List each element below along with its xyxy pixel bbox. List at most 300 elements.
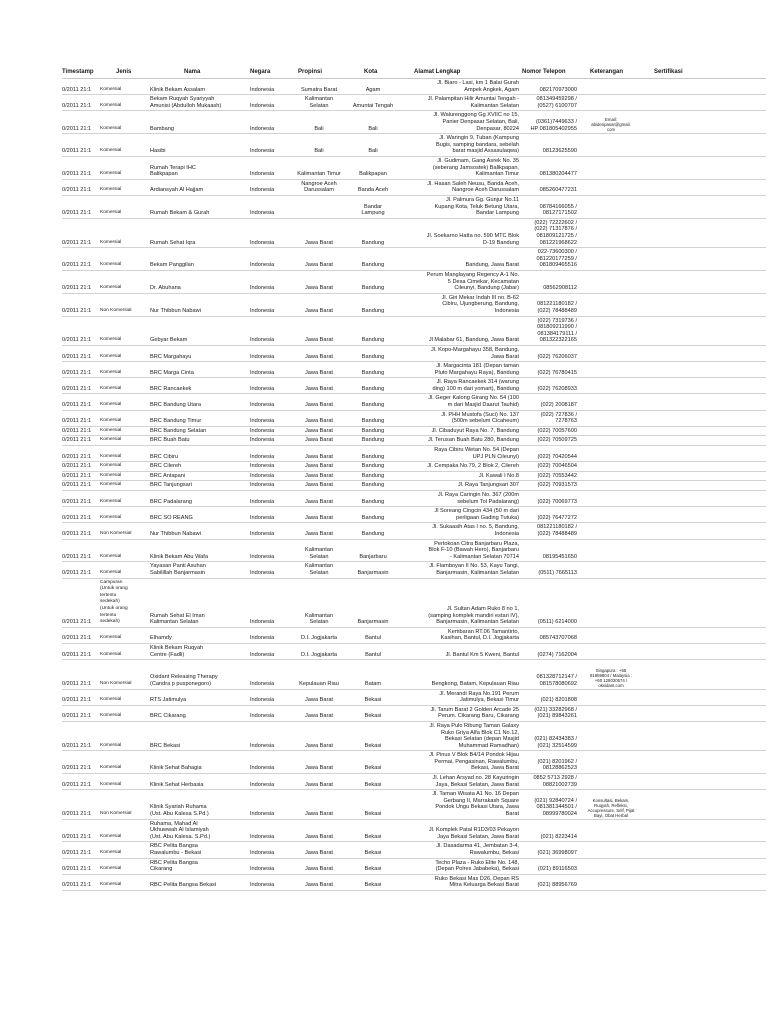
- kota-cell: Bandung: [361, 307, 385, 314]
- nama-cell: Bekam Ruqyah Syariyyah Amunisi (Abdulloh Mukaash): [150, 96, 222, 109]
- alamat-cell: Jl. Raya Caringin No. 367 (200m sebelum Tol Padalarang): [437, 492, 519, 505]
- table-row: [62, 248, 766, 271]
- alamat-cell: Jl. Komplek Patal R1D3/03 Pekayon Jaya Bekasi Selatan, Jawa Barat: [428, 827, 519, 840]
- negara-cell: Indonesia: [250, 811, 275, 818]
- propinsi-cell: Jawa Barat: [305, 262, 333, 269]
- alamat-cell: Jl. Lehan Arsyad no. 28 Kayuringin Jaya, Bekasi Selatan, Jawa Barat: [432, 775, 519, 788]
- timestamp-cell: 0/2011 21:1: [62, 369, 92, 376]
- nama-cell: Klinik Sehat Bahagia: [150, 765, 202, 772]
- propinsi-cell: Bali: [314, 148, 324, 155]
- alamat-cell: Jl. Cibaduyut Raya No. 7, Bandung: [431, 427, 519, 434]
- nama-cell: BRC Bandung Selatan: [150, 427, 207, 434]
- nama-cell: Elhamdy: [150, 635, 172, 642]
- telepon-cell: 08784166055 / 08127171502: [539, 203, 577, 217]
- table-row: [62, 523, 766, 539]
- table-row: [62, 842, 766, 858]
- alamat-cell: Jl. Gudimam, Gang Asrek No. 35 (seberang Jamsostek) Balikpapan, Kalimantan Timur: [432, 157, 519, 178]
- propinsi-cell: Bali: [314, 125, 324, 132]
- table-row: [62, 446, 766, 462]
- telepon-cell: (021) 88956769: [537, 882, 577, 889]
- propinsi-cell: Jawa Barat: [305, 482, 333, 489]
- timestamp-cell: 0/2011 21:1: [62, 619, 92, 626]
- negara-cell: Indonesia: [250, 482, 275, 489]
- jenis-cell: Komersial: [100, 765, 122, 771]
- telepon-cell: (022) 2008187: [540, 402, 577, 409]
- table-row: [62, 751, 766, 774]
- kota-cell: Bali: [368, 148, 378, 155]
- kota-cell: Bekasi: [364, 811, 382, 818]
- jenis-cell: Non Komersial: [100, 530, 132, 536]
- nama-cell: Klinik Syariah Ruhama (Ust. Abu Kalesa S.Pd.): [150, 804, 209, 818]
- nama-cell: Yayasan Panti Asuhan Sabilillah Banjarmasin: [150, 563, 206, 576]
- nama-cell: BRC Cibiru: [150, 453, 178, 460]
- jenis-cell: Komersial: [100, 125, 122, 131]
- negara-cell: Indonesia: [250, 86, 275, 93]
- jenis-cell: Komersial: [100, 882, 122, 888]
- propinsi-cell: Jawa Barat: [305, 866, 333, 873]
- alamat-cell: Jl. Kawali I No.8: [478, 472, 519, 479]
- negara-cell: Indonesia: [250, 781, 275, 788]
- propinsi-cell: Jawa Barat: [305, 437, 333, 444]
- alamat-cell: Jl. Raya Rancaekek 314 (warung ding) 100 m dari yomart), Bandung: [432, 379, 519, 392]
- telepon-cell: 08123625590: [542, 148, 577, 155]
- nama-cell: BRC Bekasi: [150, 742, 181, 749]
- timestamp-cell: 0/2011 21:1: [62, 765, 92, 772]
- telepon-cell: (022) 70057600: [537, 427, 577, 434]
- kota-cell: Bandung: [361, 369, 385, 376]
- timestamp-cell: 0/2011 21:1: [62, 569, 92, 576]
- alamat-cell: Techo Plaza - Ruko Elite No. 148, (Depan Polres Jababeka), Bekasi: [435, 859, 519, 873]
- kota-cell: Bekasi: [364, 742, 382, 749]
- kota-cell: Bantul: [365, 635, 381, 642]
- jenis-cell: Komersial: [100, 453, 122, 459]
- table-row: [62, 859, 766, 875]
- jenis-cell: Komersial: [100, 713, 122, 719]
- kota-cell: Banjarmasin: [357, 619, 389, 626]
- nama-cell: BRC Bandung Timur: [150, 418, 202, 425]
- jenis-cell: Komersial: [100, 635, 122, 641]
- jenis-cell: Non Komersial: [100, 811, 132, 817]
- jenis-cell: Komersial: [100, 553, 122, 559]
- negara-cell: Indonesia: [250, 385, 275, 392]
- kota-cell: Bantul: [365, 651, 381, 658]
- telepon-cell: 085260477231: [539, 187, 577, 194]
- kota-cell: Banjarmasin: [357, 569, 389, 576]
- table-row: [62, 579, 766, 628]
- alamat-cell: Jl. Giri Mekar Indah III no. B-62 Cibiru, Ujungberung, Bandung, Indonesia: [441, 294, 519, 314]
- header-alamat: Alamat Lengkap: [414, 69, 461, 75]
- propinsi-cell: Jawa Barat: [305, 530, 333, 537]
- kota-cell: Bekasi: [364, 866, 382, 873]
- jenis-cell: Komersial: [100, 651, 122, 657]
- table-row: [62, 271, 766, 294]
- keterangan-cell: Konsultasi, Bekam, Ruqyah, Refleksi, Accupressure, Self, Pijat Bayi, Obat Herbal: [587, 797, 635, 818]
- table-row: [62, 346, 766, 362]
- nama-cell: Bambang: [150, 125, 174, 132]
- propinsi-cell: Kalimantan Selatan: [305, 547, 333, 560]
- nama-cell: Rumah Terapi IHC Balikpapan: [150, 164, 196, 178]
- jenis-cell: Komersial: [100, 285, 122, 291]
- timestamp-cell: 0/2011 21:1: [62, 148, 92, 155]
- kota-cell: Amuntai Tengah: [352, 102, 394, 109]
- table-row: [62, 706, 766, 722]
- jenis-cell: Komersial: [100, 514, 122, 520]
- telepon-cell: (0361)7449633 / HP 081805402955: [530, 118, 577, 132]
- timestamp-cell: 0/2011 21:1: [62, 498, 92, 505]
- timestamp-cell: 0/2011 21:1: [62, 742, 92, 749]
- jenis-cell: Campuran (Untuk orang tertentu sedekah) (Untuk orang tertentu sedekah): [100, 579, 128, 625]
- jenis-cell: Non Komersial: [100, 307, 132, 313]
- jenis-cell: Komersial: [100, 210, 122, 216]
- timestamp-cell: 0/2011 21:1: [62, 86, 92, 93]
- timestamp-cell: 0/2011 21:1: [62, 125, 92, 132]
- kota-cell: Bandung: [361, 453, 385, 460]
- alamat-cell: Pertokoan Citra Banjarbaru Plaza, Blok F-10 (Bawah Hero), Banjarbaru - Kalimantan Selatan 70714: [428, 540, 519, 560]
- telepon-cell: (022) 76780415: [537, 369, 577, 376]
- alamat-cell: Jl. Cempaka No.79, 2 Blok 2, Cilereh: [427, 463, 519, 470]
- jenis-cell: Komersial: [100, 187, 122, 193]
- nama-cell: Oxidant Releasing Therapy (Candra p pusponegoro): [150, 674, 218, 687]
- timestamp-cell: 0/2011 21:1: [62, 402, 92, 409]
- timestamp-cell: 0/2011 21:1: [62, 635, 92, 642]
- kota-cell: Bandung: [361, 418, 385, 425]
- jenis-cell: Komersial: [100, 385, 122, 391]
- propinsi-cell: D.I. Jogjakarta: [300, 651, 338, 658]
- kota-cell: Bali: [368, 125, 378, 132]
- timestamp-cell: 0/2011 21:1: [62, 713, 92, 720]
- jenis-cell: Komersial: [100, 427, 122, 433]
- table-row: [62, 219, 766, 248]
- propinsi-cell: D.I. Jogjakarta: [300, 635, 338, 642]
- kota-cell: Bekasi: [364, 882, 382, 889]
- nama-cell: BRC Marga Cinta: [150, 369, 194, 376]
- kota-cell: Banjarbaru: [359, 553, 387, 560]
- negara-cell: Indonesia: [250, 680, 275, 687]
- propinsi-cell: Kalimantan Selatan: [305, 96, 333, 109]
- table-row: [62, 491, 766, 507]
- jenis-cell: Komersial: [100, 239, 122, 245]
- jenis-cell: Komersial: [100, 86, 122, 92]
- table-row: [62, 411, 766, 427]
- propinsi-cell: Jawa Barat: [305, 385, 333, 392]
- timestamp-cell: 0/2011 21:1: [62, 514, 92, 521]
- header-timestamp: Timestamp: [62, 69, 94, 75]
- alamat-cell: Jl. Dasadarma 41, Jembatan 3-4, Rawalumbu, Bekasi: [436, 843, 519, 857]
- table-row: [62, 540, 766, 563]
- nama-cell: BRC Rancaekek: [150, 385, 192, 392]
- nama-cell: Nur Thibbun Nabawi: [150, 530, 201, 537]
- table-row: [62, 644, 766, 660]
- negara-cell: Indonesia: [250, 210, 275, 217]
- telepon-cell: 081380204477: [539, 171, 577, 178]
- negara-cell: Indonesia: [250, 239, 275, 246]
- nama-cell: BRC Buah Batu: [150, 437, 190, 444]
- table-row: [62, 790, 766, 819]
- negara-cell: Indonesia: [250, 171, 275, 178]
- keterangan-cell: Email: abidenpasar@gmail. com: [591, 117, 631, 133]
- alamat-cell: Raya Cibiru Wetan No. 54 (Depan UPJ PLN Cileunyi): [434, 447, 519, 460]
- negara-cell: Indonesia: [250, 262, 275, 269]
- nama-cell: BRC Cilereh: [150, 463, 182, 470]
- kota-cell: Balikpapan: [359, 171, 387, 178]
- negara-cell: Indonesia: [250, 463, 275, 470]
- telepon-cell: (022) 70509725: [537, 437, 577, 444]
- nama-cell: BRC Margahayu: [150, 353, 192, 360]
- jenis-cell: Komersial: [100, 437, 122, 443]
- propinsi-cell: Jawa Barat: [305, 514, 333, 521]
- nama-cell: BRC Padalarang: [150, 498, 192, 505]
- timestamp-cell: 0/2011 21:1: [62, 262, 92, 269]
- negara-cell: Indonesia: [250, 427, 275, 434]
- alamat-cell: Jl. Biaro - Lasi, km 1 Balai Gurah Ampek Angkek, Agam: [437, 80, 519, 93]
- jenis-cell: Komersial: [100, 148, 122, 154]
- telepon-cell: (022) 727836 / 7278763: [540, 411, 577, 425]
- negara-cell: Indonesia: [250, 553, 275, 560]
- negara-cell: Indonesia: [250, 402, 275, 409]
- telepon-cell: 08562908112: [543, 285, 577, 292]
- negara-cell: Indonesia: [250, 125, 275, 132]
- telepon-cell: (021) 92840724 / 081381344501 / 08999780024: [534, 797, 577, 818]
- propinsi-cell: Jawa Barat: [305, 833, 333, 840]
- nama-cell: RTS Jatimulya: [150, 697, 187, 704]
- telepon-cell: (021) 8201808: [540, 697, 577, 704]
- timestamp-cell: 0/2011 21:1: [62, 680, 92, 687]
- table-row: [62, 394, 766, 410]
- timestamp-cell: 0/2011 21:1: [62, 337, 92, 344]
- telepon-cell: (021) 33282968 / (021) 89843261: [534, 706, 577, 720]
- negara-cell: Indonesia: [250, 765, 275, 772]
- negara-cell: Indonesia: [250, 353, 275, 360]
- telepon-cell: 082170973000: [539, 86, 577, 93]
- table-row: [62, 157, 766, 180]
- negara-cell: Indonesia: [250, 285, 275, 292]
- propinsi-cell: Jawa Barat: [305, 453, 333, 460]
- propinsi-cell: Jawa Barat: [305, 498, 333, 505]
- propinsi-cell: Nangroe Aceh Darussalam: [301, 180, 337, 194]
- nama-cell: Ruhama, Mahad Al Ukhuwwah Al Islamiyah (Ust. Abu Kalesa. S.Pd.): [150, 820, 211, 840]
- negara-cell: Indonesia: [250, 437, 275, 444]
- telepon-cell: (022) 76208933: [537, 385, 577, 392]
- jenis-cell: Komersial: [100, 418, 122, 424]
- alamat-cell: Jl. Geger Kalong Girang No. 54 (100 m dari Masjid Daarut Tauhid): [428, 395, 519, 409]
- alamat-cell: Jl. Merandi Raya No.191 Perum Jatimulya, Bekasi Timur: [439, 690, 519, 704]
- table-row: [62, 294, 766, 317]
- telepon-cell: 0852 5713 2928 / 08821002739: [533, 775, 577, 788]
- kota-cell: Bandung: [361, 402, 385, 409]
- keterangan-cell: Singapura : +65 81859804 / Malaysia : +60 128030574 / oksidant.com: [589, 667, 633, 688]
- propinsi-cell: Kalimantan Timur: [297, 171, 341, 178]
- timestamp-cell: 0/2011 21:1: [62, 697, 92, 704]
- negara-cell: Indonesia: [250, 369, 275, 376]
- timestamp-cell: 0/2011 21:1: [62, 453, 92, 460]
- jenis-cell: Komersial: [100, 262, 122, 268]
- kota-cell: Bekasi: [364, 781, 382, 788]
- nama-cell: RBC Pelita Bangsa Rawalumbu - Bekasi: [150, 843, 202, 857]
- nama-cell: Gebyar Bekam: [150, 337, 188, 344]
- kota-cell: Bandung: [361, 530, 385, 537]
- negara-cell: Indonesia: [250, 498, 275, 505]
- telepon-cell: (022) 70046504: [537, 463, 577, 470]
- alamat-cell: Jl. Raya Pulo Ribung Taman Galaxy Ruko Griya Alfa Blok C1 No.12, Bekasi Selatan (depan Masjid Muhammad Ramadhan): [429, 722, 519, 749]
- timestamp-cell: 0/2011 21:1: [62, 530, 92, 537]
- telepon-cell: (022) 70931573: [537, 482, 577, 489]
- timestamp-cell: 0/2011 21:1: [62, 850, 92, 857]
- negara-cell: Indonesia: [250, 651, 275, 658]
- kota-cell: Bandung: [361, 353, 385, 360]
- nama-cell: Klinik Bekam Abu Wafa: [150, 553, 208, 560]
- kota-cell: Batam: [364, 680, 382, 687]
- timestamp-cell: 0/2011 21:1: [62, 239, 92, 246]
- jenis-cell: Komersial: [100, 472, 122, 478]
- nama-cell: Dr. Abuhana: [150, 285, 181, 292]
- alamat-cell: Jl. Sultan Adam Ruko 8 no 1, (samping komplek mandiri estari IV), Banjarmasin, Kalimantan Selatan: [428, 605, 519, 626]
- telepon-cell: (0511) 6214000: [537, 619, 577, 626]
- nama-cell: BRC Tanjungsari: [150, 482, 192, 489]
- propinsi-cell: Jawa Barat: [305, 418, 333, 425]
- kota-cell: Bandung: [361, 427, 385, 434]
- negara-cell: Indonesia: [250, 635, 275, 642]
- negara-cell: Indonesia: [250, 418, 275, 425]
- kota-cell: Bandung: [361, 482, 385, 489]
- nama-cell: BRC Cikarang: [150, 713, 186, 720]
- timestamp-cell: 0/2011 21:1: [62, 463, 92, 470]
- timestamp-cell: 0/2011 21:1: [62, 833, 92, 840]
- propinsi-cell: Jawa Barat: [305, 781, 333, 788]
- jenis-cell: Komersial: [100, 402, 122, 408]
- propinsi-cell: Jawa Barat: [305, 239, 333, 246]
- propinsi-cell: Kalimantan Selatan: [305, 563, 333, 576]
- table-row: [62, 507, 766, 523]
- telepon-cell: (021) 36998097: [537, 850, 577, 857]
- alamat-cell: Jl. Raya Tanjungsari 307: [457, 482, 519, 489]
- alamat-cell: Jl. Waringin 9, Tuban (Kampung Bugis, samping bandara, sebelah barat masjid Assasulaqwa): [435, 135, 519, 155]
- table-row: [62, 362, 766, 378]
- telepon-cell: 081221180182 / (022) 78488489: [536, 301, 577, 314]
- timestamp-cell: 0/2011 21:1: [62, 353, 92, 360]
- timestamp-cell: 0/2011 21:1: [62, 651, 92, 658]
- timestamp-cell: 0/2011 21:1: [62, 553, 92, 560]
- propinsi-cell: Jawa Barat: [305, 697, 333, 704]
- kota-cell: Bandung: [361, 437, 385, 444]
- nama-cell: Rumah Sehat El Iman Kalimantan Selatan: [150, 612, 205, 626]
- propinsi-cell: Jawa Barat: [305, 742, 333, 749]
- table-row: [62, 660, 766, 689]
- nama-cell: BRC SO REANG: [150, 514, 193, 521]
- table-row: [62, 95, 766, 111]
- timestamp-cell: 0/2011 21:1: [62, 418, 92, 425]
- table-row: [62, 481, 766, 491]
- kota-cell: Bandung: [361, 498, 385, 505]
- table-row: [62, 111, 766, 134]
- telepon-cell: (021) 8201962 / 08128862523: [537, 758, 577, 772]
- timestamp-cell: 0/2011 21:1: [62, 285, 92, 292]
- header-sertifikasi: Sertifikasi: [654, 69, 683, 75]
- alamat-cell: Jl. Soekarno Hatta no. 590 MTC Blok D-19 Bandung: [426, 232, 519, 246]
- timestamp-cell: 0/2011 21:1: [62, 866, 92, 873]
- propinsi-cell: Jawa Barat: [305, 353, 333, 360]
- negara-cell: Indonesia: [250, 713, 275, 720]
- header-nama: Nama: [184, 69, 201, 75]
- alamat-cell: Kembaran RT.06 Tamantirto, Kasihan, Bantul, D.I. Jogjakarta: [440, 628, 519, 642]
- kota-cell: Bekasi: [364, 765, 382, 772]
- negara-cell: Indonesia: [250, 530, 275, 537]
- alamat-cell: Jl. Bantul Km 5 Kweni, Bantul: [445, 651, 519, 658]
- alamat-cell: Jl. Palmura Gg. Gunjur No.11 Kupang Kota, Teluk Betung Utara, Bandar Lampung: [434, 196, 519, 217]
- negara-cell: Indonesia: [250, 514, 275, 521]
- spreadsheet-table: [62, 68, 766, 891]
- negara-cell: Indonesia: [250, 833, 275, 840]
- telepon-cell: (022) 76477272: [537, 514, 577, 521]
- alamat-cell: Jl. Sukaasih Atas I no. 5, Bandung, Indonesia: [432, 524, 519, 537]
- negara-cell: Indonesia: [250, 850, 275, 857]
- alamat-cell: Bandung, Jawa Barat: [465, 262, 519, 269]
- timestamp-cell: 0/2011 21:1: [62, 187, 92, 194]
- kota-cell: Bandung: [361, 514, 385, 521]
- telepon-cell: 081349459298 / (0527) 6100707: [536, 96, 577, 109]
- timestamp-cell: 0/2011 21:1: [62, 171, 92, 178]
- kota-cell: Bandung: [361, 463, 385, 470]
- kota-cell: Bandung: [361, 385, 385, 392]
- negara-cell: Indonesia: [250, 697, 275, 704]
- alamat-cell: Jl. Tarum Barat 2 Golden Arcade 25 Perum. Cikarang Baru, Cikarang: [430, 706, 519, 720]
- alamat-cell: Jl. PHH Mustofa (Suci) No. 137 (500m sebelum Cicaheum): [441, 411, 519, 425]
- jenis-cell: Komersial: [100, 742, 122, 748]
- negara-cell: Indonesia: [250, 619, 275, 626]
- propinsi-cell: Kalimantan Selatan: [305, 612, 333, 626]
- negara-cell: Indonesia: [250, 569, 275, 576]
- jenis-cell: Komersial: [100, 697, 122, 703]
- table-row: [62, 628, 766, 644]
- timestamp-cell: 0/2011 21:1: [62, 437, 92, 444]
- table-row: [62, 134, 766, 157]
- jenis-cell: Komersial: [100, 833, 122, 839]
- table-row: [62, 562, 766, 578]
- timestamp-cell: 0/2011 21:1: [62, 307, 92, 314]
- propinsi-cell: Jawa Barat: [305, 765, 333, 772]
- kota-cell: Bandar Lampung: [361, 203, 385, 217]
- nama-cell: Ardiansyah Al Hajjam: [150, 187, 204, 194]
- kota-cell: Bandung: [361, 337, 385, 344]
- kota-cell: Bandung: [361, 262, 385, 269]
- kota-cell: Bandung: [361, 472, 385, 479]
- header-jenis: Jenis: [116, 69, 132, 75]
- table-row: [62, 317, 766, 346]
- propinsi-cell: Jawa Barat: [305, 285, 333, 292]
- table-row: [62, 196, 766, 219]
- timestamp-cell: 0/2011 21:1: [62, 385, 92, 392]
- kota-cell: Bekasi: [364, 850, 382, 857]
- jenis-cell: Non Komersial: [100, 680, 132, 686]
- propinsi-cell: Jawa Barat: [305, 713, 333, 720]
- telepon-cell: 08195451650: [542, 553, 577, 560]
- table-row: [62, 820, 766, 843]
- alamat-cell: Jl. Hasan Saleh Neusu, Banda Aceh, Nangroe Aceh Darussalam: [427, 180, 519, 194]
- timestamp-cell: 0/2011 21:1: [62, 882, 92, 889]
- telepon-cell: (022) 70069773: [537, 498, 577, 505]
- header-keterangan: Keterangan: [590, 69, 624, 75]
- alamat-cell: Jl. Walurenggong Gg XVIIC no 15, Panier Denpasar Selatan, Bali, Denpasar, 80224: [433, 112, 519, 132]
- jenis-cell: Komersial: [100, 171, 122, 177]
- timestamp-cell: 0/2011 21:1: [62, 472, 92, 479]
- telepon-cell: 022-73600300 / 081220177259 / 081809465516: [536, 249, 577, 269]
- table-row: [62, 180, 766, 196]
- table-row: [62, 462, 766, 472]
- negara-cell: Indonesia: [250, 882, 275, 889]
- negara-cell: Indonesia: [250, 742, 275, 749]
- timestamp-cell: 0/2011 21:1: [62, 427, 92, 434]
- alamat-cell: Perum Manglayang Regency A-1 No. 5 Desa Cimekar, Kecamatan Cileunyi, Bandung (Jabar): [426, 271, 519, 292]
- propinsi-cell: Jawa Barat: [305, 882, 333, 889]
